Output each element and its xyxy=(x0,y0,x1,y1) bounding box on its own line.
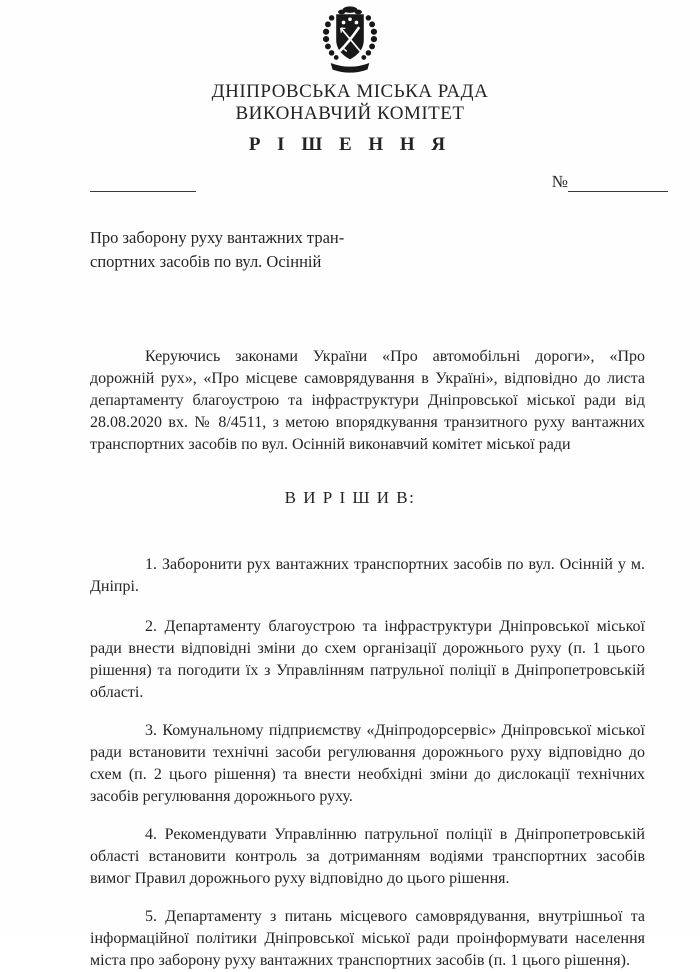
number-blank-line xyxy=(568,177,668,192)
decision-item-1: 1. Заборонити рух вантажних транспортних засобів по вул. Осінній у м. Дніпрі. xyxy=(90,556,645,595)
decision-item-4: 4. Рекомендувати Управлінню патрульної поліції в Дніпропетровській області встановити контроль за дотриманням водіями транспортних засобів вимог Правил дорожнього руху відповідно до цього рішення. xyxy=(90,826,645,887)
document-header xyxy=(0,0,700,156)
document-title-line2: спортних засобів по вул. Осінній xyxy=(90,252,322,271)
number-label: № xyxy=(551,172,568,191)
decision-item-2: 2. Департаменту благоустрою та інфраструктури Дніпровської міської ради внести відповідні зміни до схем організації дорожнього руху (п. 1 цього рішення) та погодити їх з Управлінням патрульної поліції в Дніпропетровській області. xyxy=(90,618,645,701)
resolved-heading: В И Р І Ш И В: xyxy=(284,488,416,507)
council-name: ДНІПРОВСЬКА МІСЬКА РАДА xyxy=(211,81,489,102)
number-group xyxy=(552,172,668,192)
dnipro-coat-of-arms-icon xyxy=(304,5,396,75)
decision-item-5: 5. Департаменту з питань місцевого самоврядування, внутрішньої та інформаційної політики Дніпровської міської ради проінформувати населення міста про заборону руху вантажних транспортних засобів (п. 1 цього рішення). xyxy=(90,908,645,969)
reference-row xyxy=(90,174,668,192)
preamble-paragraph: Керуючись законами України «Про автомобільні дороги», «Про дорожній рух», «Про місцеве самоврядування в Україні», відповідно до листа департаменту благоустрою та інфраструктури Дніпровської міської ради від 28.08.2020 вх. № 8/4511, з метою впорядкування транзитного руху вантажних транспортних засобів по вул. Осінній виконавчий комітет міської ради xyxy=(90,348,645,453)
committee-name: ВИКОНАВЧИЙ КОМІТЕТ xyxy=(235,103,465,124)
date-blank-line xyxy=(90,177,196,192)
decision-item-3: 3. Комунальному підприємству «Дніпродорсервіс» Дніпровської міської ради встановити технічні засоби регулювання дорожнього руху відповідно до схем (п. 2 цього рішення) та внести необхідні зміни до дислокації технічних засобів регулювання дорожнього руху. xyxy=(90,722,645,805)
document-title xyxy=(90,226,430,274)
document-type-title: Р І Ш Е Н Н Я xyxy=(248,134,452,155)
document-title-line1: Про заборону руху вантажних тран- xyxy=(90,228,345,247)
